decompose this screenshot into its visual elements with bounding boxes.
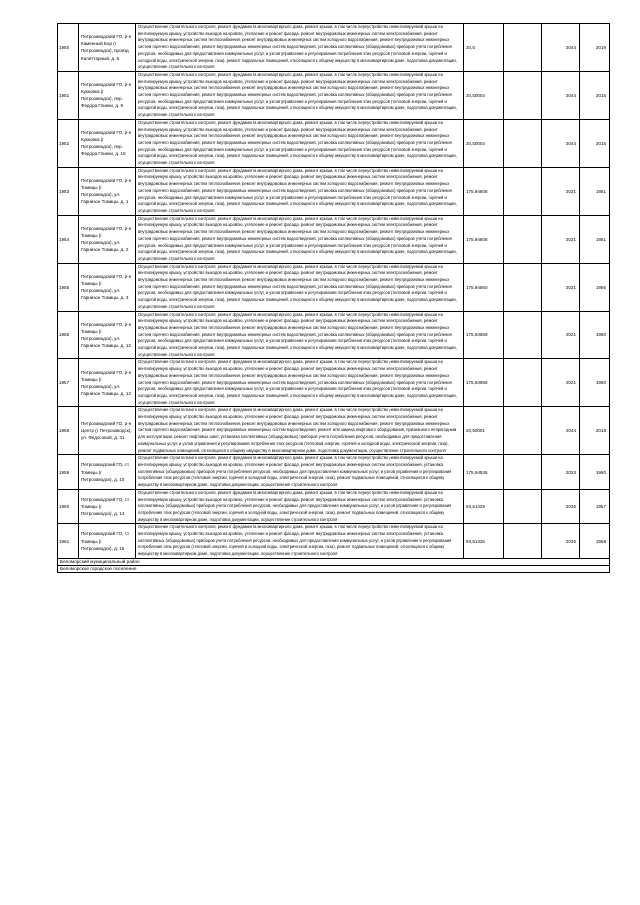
- planned-year-cell: 2044: [542, 119, 580, 167]
- address-cell: Петрозаводский ГО, р-н Кукковка (г Петрозаводск), пер. Федора Глинки, д. 15: [79, 119, 136, 167]
- cost-cell: 20,50001: [464, 407, 504, 455]
- empty-cell: [504, 311, 542, 359]
- table-row: [58, 489, 610, 524]
- empty-cell: [504, 455, 542, 490]
- works-description-cell: Осуществление строительного контроля, ремонт фундамента многоквартирного дома, ремонт крыши, в том числе переустройство невентилируемой крыши на вентилируемую крышу, устройство выходов на кровлю, утепление и ремонт фасада, ремонт внутридомовых инженерных систем электроснабжения, установка коллективных (общедомовых) приборов учета потребления ресурсов, необходимых для предоставления коммунальных услуг, и узлов управления и регулирования потребления этих ресурсов (тепловой энергии, горячей и холодной воды, электрической энергии, газа), ремонт подвальных помещений, относящихся к общему имуществу в многоквартирном доме, подготовка документации, осуществление строительного контроля: [136, 455, 464, 490]
- empty-cell: [504, 524, 542, 559]
- planned-year-cell: 2021: [542, 263, 580, 311]
- empty-cell: [504, 119, 542, 167]
- last-repair-year-cell: 1957: [580, 489, 610, 524]
- table-body: [58, 24, 610, 559]
- last-repair-year-cell: 1951: [580, 167, 610, 215]
- works-description-cell: Осуществление строительного контроля, ремонт фундамента многоквартирного дома, ремонт крыши, в том числе переустройство невентилируемой крыши на вентилируемую крышу, устройство выходов на кровлю, утепление и ремонт фасада, ремонт внутридомовых инженерных систем электроснабжения, ремонт внутридомовых инженерных систем теплоснабжения, ремонт внутридомовых инженерных систем холодного водоснабжения, ремонт внутридомовых инженерных систем горячего водоснабжения, ремонт внутридомовых инженерных систем водоотведения, установка коллективных (общедомовых) приборов учета потребления ресурсов, необходимых для предоставления коммунальных услуг, и узлов управления и регулирования потребления этих ресурсов (тепловой энергии, горячей и холодной воды, электрической энергии, газа), ремонт подвальных помещений, относящихся к общему имуществу в многоквартирном доме, подготовка документации, осуществление строительного контроля: [136, 24, 464, 72]
- last-repair-year-cell: 1960: [580, 359, 610, 407]
- works-description-cell: Осуществление строительного контроля, ремонт фундамента многоквартирного дома, ремонт крыши, в том числе переустройство невентилируемой крыши на вентилируемую крышу, устройство выходов на кровлю, утепление и ремонт фасада, ремонт внутридомовых инженерных систем электроснабжения, ремонт внутридомовых инженерных систем теплоснабжения, ремонт внутридомовых инженерных систем холодного водоснабжения, ремонт внутридомовых инженерных систем горячего водоснабжения, ремонт внутридомовых инженерных систем водоотведения, установка коллективных (общедомовых) приборов учета потребления ресурсов, необходимых для предоставления коммунальных услуг, и узлов управления и регулирования потребления этих ресурсов (тепловой энергии, горячей и холодной воды, электрической энергии, газа), ремонт подвальных помещений, относящихся к общему имуществу в многоквартирном доме, подготовка документации, осуществление строительного контроля: [136, 119, 464, 167]
- row-number: 1951: [58, 71, 79, 119]
- address-cell: Петрозаводский ГО, р-н Каменный Бор (г Петрозаводск), проезд Калиттарный, д. 6: [79, 24, 136, 72]
- works-description-cell: Осуществление строительного контроля, ремонт фундамента многоквартирного дома, ремонт крыши, в том числе переустройство невентилируемой крыши на вентилируемую крышу, устройство выходов на кровлю, утепление и ремонт фасада, ремонт внутридомовых инженерных систем электроснабжения, установка коллективных (общедомовых) приборов учета потребления ресурсов, необходимых для предоставления коммунальных услуг, и узлов управления и регулирования потребления этих ресурсов (тепловой энергии, горячей и холодной воды, электрической энергии, газа), ремонт подвальных помещений, относящихся к общему имуществу в многоквартирном доме, подготовка документации, осуществление строительного контроля: [136, 524, 464, 559]
- planned-year-cell: 2036: [542, 524, 580, 559]
- footer-row-settlement: [58, 565, 610, 572]
- empty-cell: [504, 24, 542, 72]
- planned-year-cell: 2021: [542, 311, 580, 359]
- table-row: [58, 455, 610, 490]
- address-cell: Петрозаводский ГО, р-н Томицы (г Петрозаводск), ул. Гарнизон Томицы, д. 3: [79, 263, 136, 311]
- empty-cell: [504, 167, 542, 215]
- last-repair-year-cell: 1960: [580, 311, 610, 359]
- table-row: [58, 359, 610, 407]
- table-row: [58, 524, 610, 559]
- last-repair-year-cell: 2015: [580, 119, 610, 167]
- cost-cell: 20,5: [464, 24, 504, 72]
- table-row: [58, 24, 610, 72]
- address-cell: Петрозаводский ГО, ст. Томицы (г Петрозаводск), д. 10: [79, 455, 136, 490]
- cost-cell: 20,50004: [464, 71, 504, 119]
- planned-year-cell: 2036: [542, 489, 580, 524]
- empty-cell: [504, 71, 542, 119]
- works-description-cell: Осуществление строительного контроля, ремонт фундамента многоквартирного дома, ремонт крыши, в том числе переустройство невентилируемой крыши на вентилируемую крышу, устройство выходов на кровлю, утепление и ремонт фасада, ремонт внутридомовых инженерных систем электроснабжения, ремонт внутридомовых инженерных систем теплоснабжения, ремонт внутридомовых инженерных систем холодного водоснабжения, ремонт внутридомовых инженерных систем горячего водоснабжения, ремонт внутридомовых инженерных систем водоотведения, установка коллективных (общедомовых) приборов учета потребления ресурсов, необходимых для предоставления коммунальных услуг, и узлов управления и регулирования потребления этих ресурсов (тепловой энергии, горячей и холодной воды, электрической энергии, газа), ремонт подвальных помещений, относящихся к общему имуществу в многоквартирном доме, подготовка документации, осуществление строительного контроля: [136, 263, 464, 311]
- last-repair-year-cell: 2015: [580, 71, 610, 119]
- works-description-cell: Осуществление строительного контроля, ремонт фундамента многоквартирного дома, ремонт крыши, в том числе переустройство невентилируемой крыши на вентилируемую крышу, устройство выходов на кровлю, утепление и ремонт фасада, ремонт внутридомовых инженерных систем электроснабжения, ремонт внутридомовых инженерных систем теплоснабжения, ремонт внутридомовых инженерных систем холодного водоснабжения, ремонт внутридомовых инженерных систем горячего водоснабжения, ремонт внутридомовых инженерных систем водоотведения, ремонт или замена лифтового оборудования, признанного непригодным для эксплуатации, ремонт лифтовых шахт, установка коллективных (общедомовых) приборов учета потребления ресурсов, необходимых для предоставления коммунальных услуг, и узлов управления и регулирования потребления этих ресурсов (тепловой энергии, горячей и холодной воды, электрической энергии, газа), ремонт подвальных помещений, относящихся к общему имуществу в многоквартирном доме, подготовка документации, осуществление строительного контроля: [136, 407, 464, 455]
- cost-cell: 93,51429: [464, 489, 504, 524]
- planned-year-cell: 2021: [542, 359, 580, 407]
- settlement-label: Беломорское городское поселение: [58, 565, 610, 572]
- cost-cell: 93,51326: [464, 524, 504, 559]
- empty-cell: [504, 489, 542, 524]
- table-row: [58, 215, 610, 263]
- empty-cell: [504, 359, 542, 407]
- last-repair-year-cell: 1960: [580, 455, 610, 490]
- address-cell: Петрозаводский ГО, р-н Кукковка (г Петрозаводск), пер. Федора Глинки, д. 9: [79, 71, 136, 119]
- document-page: [57, 23, 606, 573]
- address-cell: Петрозаводский ГО, р-н Томицы (г Петрозаводск), ул. Гарнизон Томицы, д. 12: [79, 311, 136, 359]
- works-description-cell: Осуществление строительного контроля, ремонт фундамента многоквартирного дома, ремонт крыши, в том числе переустройство невентилируемой крыши на вентилируемую крышу, устройство выходов на кровлю, утепление и ремонт фасада, ремонт внутридомовых инженерных систем электроснабжения, ремонт внутридомовых инженерных систем теплоснабжения, ремонт внутридомовых инженерных систем холодного водоснабжения, ремонт внутридомовых инженерных систем горячего водоснабжения, ремонт внутридомовых инженерных систем водоотведения, установка коллективных (общедомовых) приборов учета потребления ресурсов, необходимых для предоставления коммунальных услуг, и узлов управления и регулирования потребления этих ресурсов (тепловой энергии, горячей и холодной воды, электрической энергии, газа), ремонт подвальных помещений, относящихся к общему имуществу в многоквартирном доме, подготовка документации, осуществление строительного контроля: [136, 167, 464, 215]
- empty-cell: [504, 215, 542, 263]
- row-number: 1956: [58, 311, 79, 359]
- cost-cell: 175,94558: [464, 359, 504, 407]
- table-row: [58, 71, 610, 119]
- cost-cell: 175,94536: [464, 455, 504, 490]
- district-label: Беломорский муниципальный район: [58, 558, 610, 565]
- row-number: 1954: [58, 215, 79, 263]
- row-number: 1952: [58, 119, 79, 167]
- address-cell: Петрозаводский ГО, ст. Томицы (г Петрозаводск), д. 16: [79, 524, 136, 559]
- footer-row-district: [58, 558, 610, 565]
- cost-cell: 175,94560: [464, 263, 504, 311]
- planned-year-cell: 2044: [542, 407, 580, 455]
- planned-year-cell: 2021: [542, 167, 580, 215]
- last-repair-year-cell: 2018: [580, 407, 610, 455]
- table-row: [58, 407, 610, 455]
- planned-year-cell: 2044: [542, 24, 580, 72]
- last-repair-year-cell: 1958: [580, 524, 610, 559]
- row-number: 1953: [58, 167, 79, 215]
- cost-cell: 175,94559: [464, 311, 504, 359]
- works-description-cell: Осуществление строительного контроля, ремонт фундамента многоквартирного дома, ремонт крыши, в том числе переустройство невентилируемой крыши на вентилируемую крышу, устройство выходов на кровлю, утепление и ремонт фасада, ремонт внутридомовых инженерных систем электроснабжения, ремонт внутридомовых инженерных систем теплоснабжения, ремонт внутридомовых инженерных систем холодного водоснабжения, ремонт внутридомовых инженерных систем горячего водоснабжения, ремонт внутридомовых инженерных систем водоотведения, установка коллективных (общедомовых) приборов учета потребления ресурсов, необходимых для предоставления коммунальных услуг, и узлов управления и регулирования потребления этих ресурсов (тепловой энергии, горячей и холодной воды, электрической энергии, газа), ремонт подвальных помещений, относящихся к общему имуществу в многоквартирном доме, подготовка документации, осуществление строительного контроля: [136, 359, 464, 407]
- works-description-cell: Осуществление строительного контроля, ремонт фундамента многоквартирного дома, ремонт крыши, в том числе переустройство невентилируемой крыши на вентилируемую крышу, устройство выходов на кровлю, утепление и ремонт фасада, ремонт внутридомовых инженерных систем электроснабжения, ремонт внутридомовых инженерных систем теплоснабжения, ремонт внутридомовых инженерных систем холодного водоснабжения, ремонт внутридомовых инженерных систем горячего водоснабжения, ремонт внутридомовых инженерных систем водоотведения, установка коллективных (общедомовых) приборов учета потребления ресурсов, необходимых для предоставления коммунальных услуг, и узлов управления и регулирования потребления этих ресурсов (тепловой энергии, горячей и холодной воды, электрической энергии, газа), ремонт подвальных помещений, относящихся к общему имуществу в многоквартирном доме, подготовка документации, осуществление строительного контроля: [136, 311, 464, 359]
- table-row: [58, 311, 610, 359]
- address-cell: Петрозаводский ГО, ст. Томицы (г Петрозаводск), д. 14: [79, 489, 136, 524]
- table-row: [58, 263, 610, 311]
- works-description-cell: Осуществление строительного контроля, ремонт фундамента многоквартирного дома, ремонт крыши, в том числе переустройство невентилируемой крыши на вентилируемую крышу, устройство выходов на кровлю, утепление и ремонт фасада, ремонт внутридомовых инженерных систем электроснабжения, установка коллективных (общедомовых) приборов учета потребления ресурсов, необходимых для предоставления коммунальных услуг, и узлов управления и регулирования потребления этих ресурсов (тепловой энергии, горячей и холодной воды, электрической энергии, газа), ремонт подвальных помещений, относящихся к общему имуществу в многоквартирном доме, подготовка документации, осуществление строительного контроля: [136, 489, 464, 524]
- works-description-cell: Осуществление строительного контроля, ремонт фундамента многоквартирного дома, ремонт крыши, в том числе переустройство невентилируемой крыши на вентилируемую крышу, устройство выходов на кровлю, утепление и ремонт фасада, ремонт внутридомовых инженерных систем электроснабжения, ремонт внутридомовых инженерных систем теплоснабжения, ремонт внутридомовых инженерных систем холодного водоснабжения, ремонт внутридомовых инженерных систем горячего водоснабжения, ремонт внутридомовых инженерных систем водоотведения, установка коллективных (общедомовых) приборов учета потребления ресурсов, необходимых для предоставления коммунальных услуг, и узлов управления и регулирования потребления этих ресурсов (тепловой энергии, горячей и холодной воды, электрической энергии, газа), ремонт подвальных помещений, относящихся к общему имуществу в многоквартирном доме, подготовка документации, осуществление строительного контроля: [136, 71, 464, 119]
- last-repair-year-cell: 1956: [580, 263, 610, 311]
- capital-repair-table: [57, 23, 610, 573]
- cost-cell: 20,50004: [464, 119, 504, 167]
- cost-cell: 175,94608: [464, 167, 504, 215]
- empty-cell: [504, 263, 542, 311]
- planned-year-cell: 2023: [542, 455, 580, 490]
- row-number: 1950: [58, 24, 79, 72]
- address-cell: Петрозаводский ГО, р-н Томицы (г Петрозаводск), ул. Гарнизон Томицы, д. 2: [79, 215, 136, 263]
- address-cell: Петрозаводский ГО, р-н Томицы (г Петрозаводск), ул. Гарнизон Томицы, д. 13: [79, 359, 136, 407]
- empty-cell: [504, 407, 542, 455]
- row-number: 1955: [58, 263, 79, 311]
- row-number: 1959: [58, 455, 79, 490]
- last-repair-year-cell: 2019: [580, 24, 610, 72]
- row-number: 1961: [58, 524, 79, 559]
- row-number: 1958: [58, 407, 79, 455]
- address-cell: Петрозаводский ГО, р-н Томицы (г Петрозаводск), ул. Гарнизон Томицы, д. 1: [79, 167, 136, 215]
- last-repair-year-cell: 1951: [580, 215, 610, 263]
- planned-year-cell: 2044: [542, 71, 580, 119]
- table-row: [58, 119, 610, 167]
- row-number: 1957: [58, 359, 79, 407]
- works-description-cell: Осуществление строительного контроля, ремонт фундамента многоквартирного дома, ремонт крыши, в том числе переустройство невентилируемой крыши на вентилируемую крышу, устройство выходов на кровлю, утепление и ремонт фасада, ремонт внутридомовых инженерных систем электроснабжения, ремонт внутридомовых инженерных систем теплоснабжения, ремонт внутридомовых инженерных систем холодного водоснабжения, ремонт внутридомовых инженерных систем горячего водоснабжения, ремонт внутридомовых инженерных систем водоотведения, установка коллективных (общедомовых) приборов учета потребления ресурсов, необходимых для предоставления коммунальных услуг, и узлов управления и регулирования потребления этих ресурсов (тепловой энергии, горячей и холодной воды, электрической энергии, газа), ремонт подвальных помещений, относящихся к общему имуществу в многоквартирном доме, подготовка документации, осуществление строительного контроля: [136, 215, 464, 263]
- address-cell: Петрозаводский ГО, р-н Центр (г Петрозаводск), ул. Федосовой, д. 31: [79, 407, 136, 455]
- cost-cell: 175,94608: [464, 215, 504, 263]
- row-number: 1960: [58, 489, 79, 524]
- table-row: [58, 167, 610, 215]
- planned-year-cell: 2021: [542, 215, 580, 263]
